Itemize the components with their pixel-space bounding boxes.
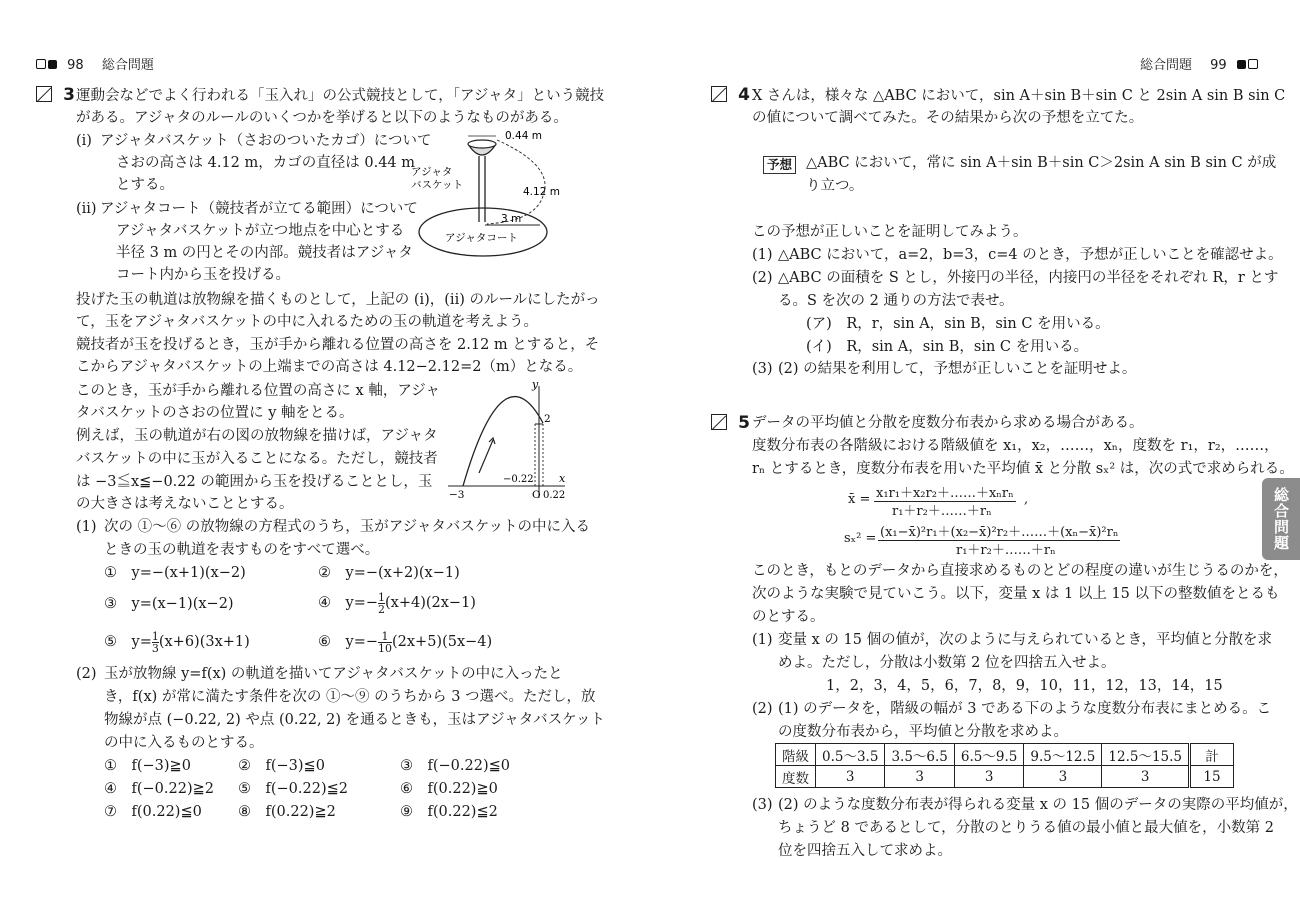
left-page-number: 98: [67, 58, 84, 73]
basket-label-2: バスケット: [411, 179, 463, 191]
neg3-label: −3: [449, 489, 465, 501]
q5-body-2: 次のような実験で見ていこう。以下，変量 x は 1 以上 15 以下の整数値をとるも: [752, 586, 1280, 602]
side-tab[interactable]: 総合問題: [1262, 478, 1300, 560]
q3-p2-option-1[interactable]: ① f(−3)≧0: [104, 758, 191, 774]
q5-p3-2: ちょうど 8 であるとして，分散のとりうる値の最小値と最大値を，小数第 2: [778, 820, 1274, 836]
q3-p2-option-6[interactable]: ⑥ f(0.22)≧0: [400, 781, 498, 797]
q3-p2-2: き，f(x) が常に満たす条件を次の ①～⑨ のうちから 3 つ選べ。ただし，放: [104, 689, 596, 705]
q3-p2-option-4[interactable]: ④ f(−0.22)≧2: [104, 781, 214, 797]
checkbox-icon[interactable]: [36, 86, 52, 102]
origin-label: O: [532, 489, 541, 501]
right-page-number: 99: [1210, 58, 1227, 73]
table-cell: 階級: [776, 744, 816, 766]
q5-p2-label: (2): [752, 701, 773, 717]
q4-p1-label: (1): [752, 247, 773, 263]
q4-number: 4: [738, 85, 750, 105]
q3-rule-ii-1: アジャタコート（競技者が立てる範囲）について: [100, 201, 418, 217]
table-cell: 度数: [776, 766, 816, 788]
yosou-label: 予想: [763, 156, 796, 174]
q3-p1-1: 次の ①～⑥ の放物線の方程式のうち，玉がアジャタバスケットの中に入る: [104, 519, 590, 535]
arrow-icon: [479, 440, 493, 473]
table-cell: 3: [885, 766, 954, 788]
q3-p2-4: の中に入るものとする。: [104, 735, 264, 751]
option-4-tail: (x+4)(2x−1): [385, 595, 476, 611]
q3-rule-i-1: アジャタバスケット（さおのついたカゴ）について: [100, 133, 432, 149]
q5-p1-2: めよ。ただし，分散は小数第 2 位を四捨五入せよ。: [778, 655, 1116, 671]
mean-comma: ,: [1024, 492, 1029, 507]
q3-body1-4: こからアジャタバスケットの上端までの高さは 4.12−2.12=2（m）となる。: [76, 359, 583, 375]
q3-body1-1: 投げた玉の軌道は放物線を描くものとして，上記の (i)，(ii) のルールにしたがっ: [76, 292, 600, 308]
court-label: アジャタコート: [445, 232, 518, 244]
table-cell: 15: [1190, 766, 1234, 788]
table-cell: 計: [1190, 744, 1234, 766]
q3-p2-option-9[interactable]: ⑨ f(0.22)≦2: [400, 804, 498, 820]
option-6-tail: (2x+5)(5x−4): [392, 634, 493, 650]
option-6-head: ⑥ y=−: [318, 634, 378, 650]
q4-p2b: (イ) R，sin A，sin B，sin C を用いる。: [806, 339, 1089, 355]
q3-rule-i-2: さおの高さは 4.12 m，カゴの直径は 0.44 m: [116, 155, 416, 171]
fraction: $\frac{1}{2}$: [378, 590, 385, 616]
left-page-header: [36, 54, 154, 73]
q4-p3-label: (3): [752, 361, 773, 377]
q5-body-1: このとき，もとのデータから直接求めるものとどの程度の違いが生じうるのかを，: [752, 563, 1288, 579]
frequency-table: [775, 743, 1234, 788]
table-cell: 3: [1024, 766, 1102, 788]
q3-rule-ii-label: (ii): [76, 201, 97, 217]
parabola-figure: [443, 378, 573, 503]
marker-icon: [1248, 59, 1258, 69]
q4-intro-1: X さんは，様々な △ABC において，sin A＋sin B＋sin C と 2sin A sin B sin C: [752, 88, 1286, 104]
q3-rule-i-3: とする。: [116, 177, 174, 193]
variance-denominator: r₁＋r₂＋……＋rₙ: [956, 543, 1056, 558]
q3-heading: [36, 85, 75, 105]
table-row: [776, 766, 1234, 788]
fraction: $\frac{1}{10}$: [378, 629, 392, 655]
q3-p1-option-4[interactable]: [318, 588, 476, 618]
q3-p1-option-3[interactable]: ③ y=(x−1)(x−2): [104, 596, 234, 612]
pos022-label: 0.22: [543, 490, 566, 501]
q3-body2-3: 例えば，玉の軌道が右の図の放物線を描けば，アジャタ: [76, 428, 438, 444]
q5-intro-1: データの平均値と分散を度数分布表から求める場合がある。: [752, 415, 1144, 431]
right-page-title: 総合問題: [1140, 58, 1193, 73]
q3-body1-3: 競技者が玉を投げるとき，玉が手から離れる位置の高さを 2.12 m とすると，そ: [76, 337, 600, 353]
q3-p1-option-2[interactable]: ② y=−(x+2)(x−1): [318, 565, 460, 581]
q3-rule-ii-4: コート内から玉を投げる。: [116, 267, 290, 283]
height-label: 4.12 m: [523, 186, 560, 198]
q3-body2-1: このとき，玉が手から離れる位置の高さに x 軸，アジャ: [76, 383, 440, 399]
q4-yosou-1: △ABC において，常に sin A＋sin B＋sin C＞2sin A sin B sin C が成: [806, 155, 1277, 171]
basket-label-1: アジャタ: [411, 166, 453, 178]
q4-p2-2: る。S を次の 2 通りの方法で表せ。: [778, 293, 1014, 309]
x-label: x: [559, 472, 566, 485]
q3-p2-option-7[interactable]: ⑦ f(0.22)≦0: [104, 804, 202, 820]
q3-rule-ii-3: 半径 3 m の円とその内部。競技者はアジャタ: [116, 245, 413, 261]
q5-p2-2: の度数分布表から，平均値と分散を求めよ。: [778, 724, 1068, 740]
q4-body: この予想が正しいことを証明してみよう。: [752, 224, 1028, 240]
table-row: [776, 744, 1234, 766]
q3-number: 3: [63, 85, 75, 105]
mean-denominator: r₁＋r₂＋……＋rₙ: [892, 504, 992, 519]
two-label: 2: [544, 413, 551, 425]
q3-p2-option-5[interactable]: ⑤ f(−0.22)≦2: [238, 781, 348, 797]
option-5-head: ⑤ y=: [104, 634, 152, 650]
checkbox-icon[interactable]: [711, 414, 727, 430]
q3-body1-2: て，玉をアジャタバスケットの中に入れるための玉の軌道を考えよう。: [76, 314, 538, 330]
q3-p1-option-5[interactable]: [104, 627, 250, 657]
table-cell: 6.5～9.5: [954, 744, 1023, 766]
q3-body2-2: タバスケットのさおの位置に y 軸をとる。: [76, 405, 354, 421]
table-cell: 0.5～3.5: [816, 744, 885, 766]
q3-p2-option-3[interactable]: ③ f(−0.22)≦0: [400, 758, 510, 774]
table-cell: 3.5～6.5: [885, 744, 954, 766]
q5-p1-1: 変量 x の 15 個の値が，次のように与えられているとき，平均値と分散を求: [778, 632, 1272, 648]
table-cell: 9.5～12.5: [1024, 744, 1102, 766]
option-4-head: ④ y=−: [318, 595, 378, 611]
basket-rim: [468, 140, 496, 148]
radius-label: 3 m: [501, 213, 522, 225]
table-cell: 3: [954, 766, 1023, 788]
q5-p3-1: (2) のような度数分布表が得られる変量 x の 15 個のデータの実際の平均値が，: [778, 797, 1298, 813]
y-label: y: [532, 378, 539, 391]
table-cell: 3: [1102, 766, 1190, 788]
q4-p1: △ABC において，a=2，b=3，c=4 のとき，予想が正しいことを確認せよ。: [778, 247, 1283, 263]
table-cell: 12.5～15.5: [1102, 744, 1190, 766]
marker-icon: [48, 60, 57, 69]
mean-numerator: x₁r₁＋x₂r₂＋……＋xₙrₙ: [874, 482, 1016, 502]
q4-yosou-2: り立つ。: [806, 178, 864, 194]
q3-p2-label: (2): [76, 666, 97, 682]
q3-p1-option-6[interactable]: [318, 627, 492, 657]
q3-p1-option-1[interactable]: ① y=−(x+1)(x−2): [104, 565, 246, 581]
q5-p3-label: (3): [752, 797, 773, 813]
parabola-curve: [463, 397, 543, 486]
q3-p1-2: ときの玉の軌道を表すものをすべて選べ。: [104, 542, 380, 558]
q3-p2-option-8[interactable]: ⑧ f(0.22)≧2: [238, 804, 336, 820]
q3-intro-2: がある。アジャタのルールのいくつかを挙げると以下のようなものがある。: [76, 110, 568, 126]
q5-p1-data: 1，2，3，4，5，6，7，8，9，10，11，12，13，14，15: [826, 678, 1223, 694]
q5-p1-label: (1): [752, 632, 773, 648]
ajata-basket-figure: [405, 126, 575, 281]
q5-heading: [711, 413, 750, 433]
q3-p2-3: 物線が点 (−0.22, 2) や点 (0.22, 2) を通るときも，玉はアジャタバスケット: [104, 712, 605, 728]
q5-body-3: のとする。: [752, 609, 825, 625]
q4-p3: (2) の結果を利用して，予想が正しいことを証明せよ。: [778, 361, 1137, 377]
q3-body2-4: バスケットの中に玉が入ることになる。ただし，競技者: [76, 451, 438, 467]
q5-intro-2: 度数分布表の各階級における階級値を x₁，x₂，……，xₙ，度数を r₁，r₂，……，: [752, 438, 1279, 454]
table-cell: 3: [816, 766, 885, 788]
variance-lhs: sₓ² =: [844, 531, 877, 546]
fraction: $\frac{1}{3}$: [151, 629, 159, 655]
q3-body2-5: は −3≦x≦−0.22 の範囲から玉を投げることとし，玉: [76, 474, 433, 490]
marker-icon: [1237, 60, 1246, 69]
neg022-label: −0.22: [503, 474, 534, 485]
right-page-header: [1140, 54, 1258, 73]
mean-lhs: x̄ =: [848, 492, 871, 507]
q4-intro-2: の値について調べてみた。その結果から次の予想を立てた。: [752, 110, 1144, 126]
q3-rule-i-label: (i): [76, 133, 92, 149]
q5-p3-3: 位を四捨五入して求めよ。: [778, 843, 952, 859]
q3-p2-1: 玉が放物線 y=f(x) の軌道を描いてアジャタバスケットの中に入ったと: [104, 666, 563, 682]
q4-yosou-badge: [763, 154, 796, 174]
checkbox-icon[interactable]: [711, 86, 727, 102]
q3-intro-1: 運動会などでよく行われる「玉入れ」の公式競技として，「アジャタ」という競技: [76, 88, 605, 104]
width-label: 0.44 m: [505, 130, 542, 142]
q4-p2-label: (2): [752, 270, 773, 286]
variance-numerator: (x₁−x̄)²r₁＋(x₂−x̄)²r₂＋……＋(xₙ−x̄)²rₙ: [878, 521, 1120, 541]
q5-number: 5: [738, 413, 750, 433]
q3-rule-ii-2: アジャタバスケットが立つ地点を中心とする: [116, 223, 405, 239]
left-page-title: 総合問題: [101, 58, 154, 73]
q3-p1-label: (1): [76, 519, 97, 535]
q4-p2a: (ア) R，r，sin A，sin B，sin C を用いる。: [806, 316, 1110, 332]
marker-icon: [36, 59, 46, 69]
q3-p2-option-2[interactable]: ② f(−3)≦0: [238, 758, 325, 774]
q4-heading: [711, 85, 750, 105]
q5-intro-3: rₙ とするとき，度数分布表を用いた平均値 x̄ と分散 sₓ² は，次の式で求められる。: [752, 461, 1294, 477]
q3-body2-6: の大きさは考えないこととする。: [76, 496, 294, 512]
option-5-tail: (x+6)(3x+1): [158, 634, 250, 650]
q4-p2-1: △ABC の面積を S とし，外接円の半径，内接円の半径をそれぞれ R，r とす: [778, 270, 1279, 286]
q5-p2-1: (1) のデータを，階級の幅が 3 である下のような度数分布表にまとめる。こ: [778, 701, 1272, 717]
